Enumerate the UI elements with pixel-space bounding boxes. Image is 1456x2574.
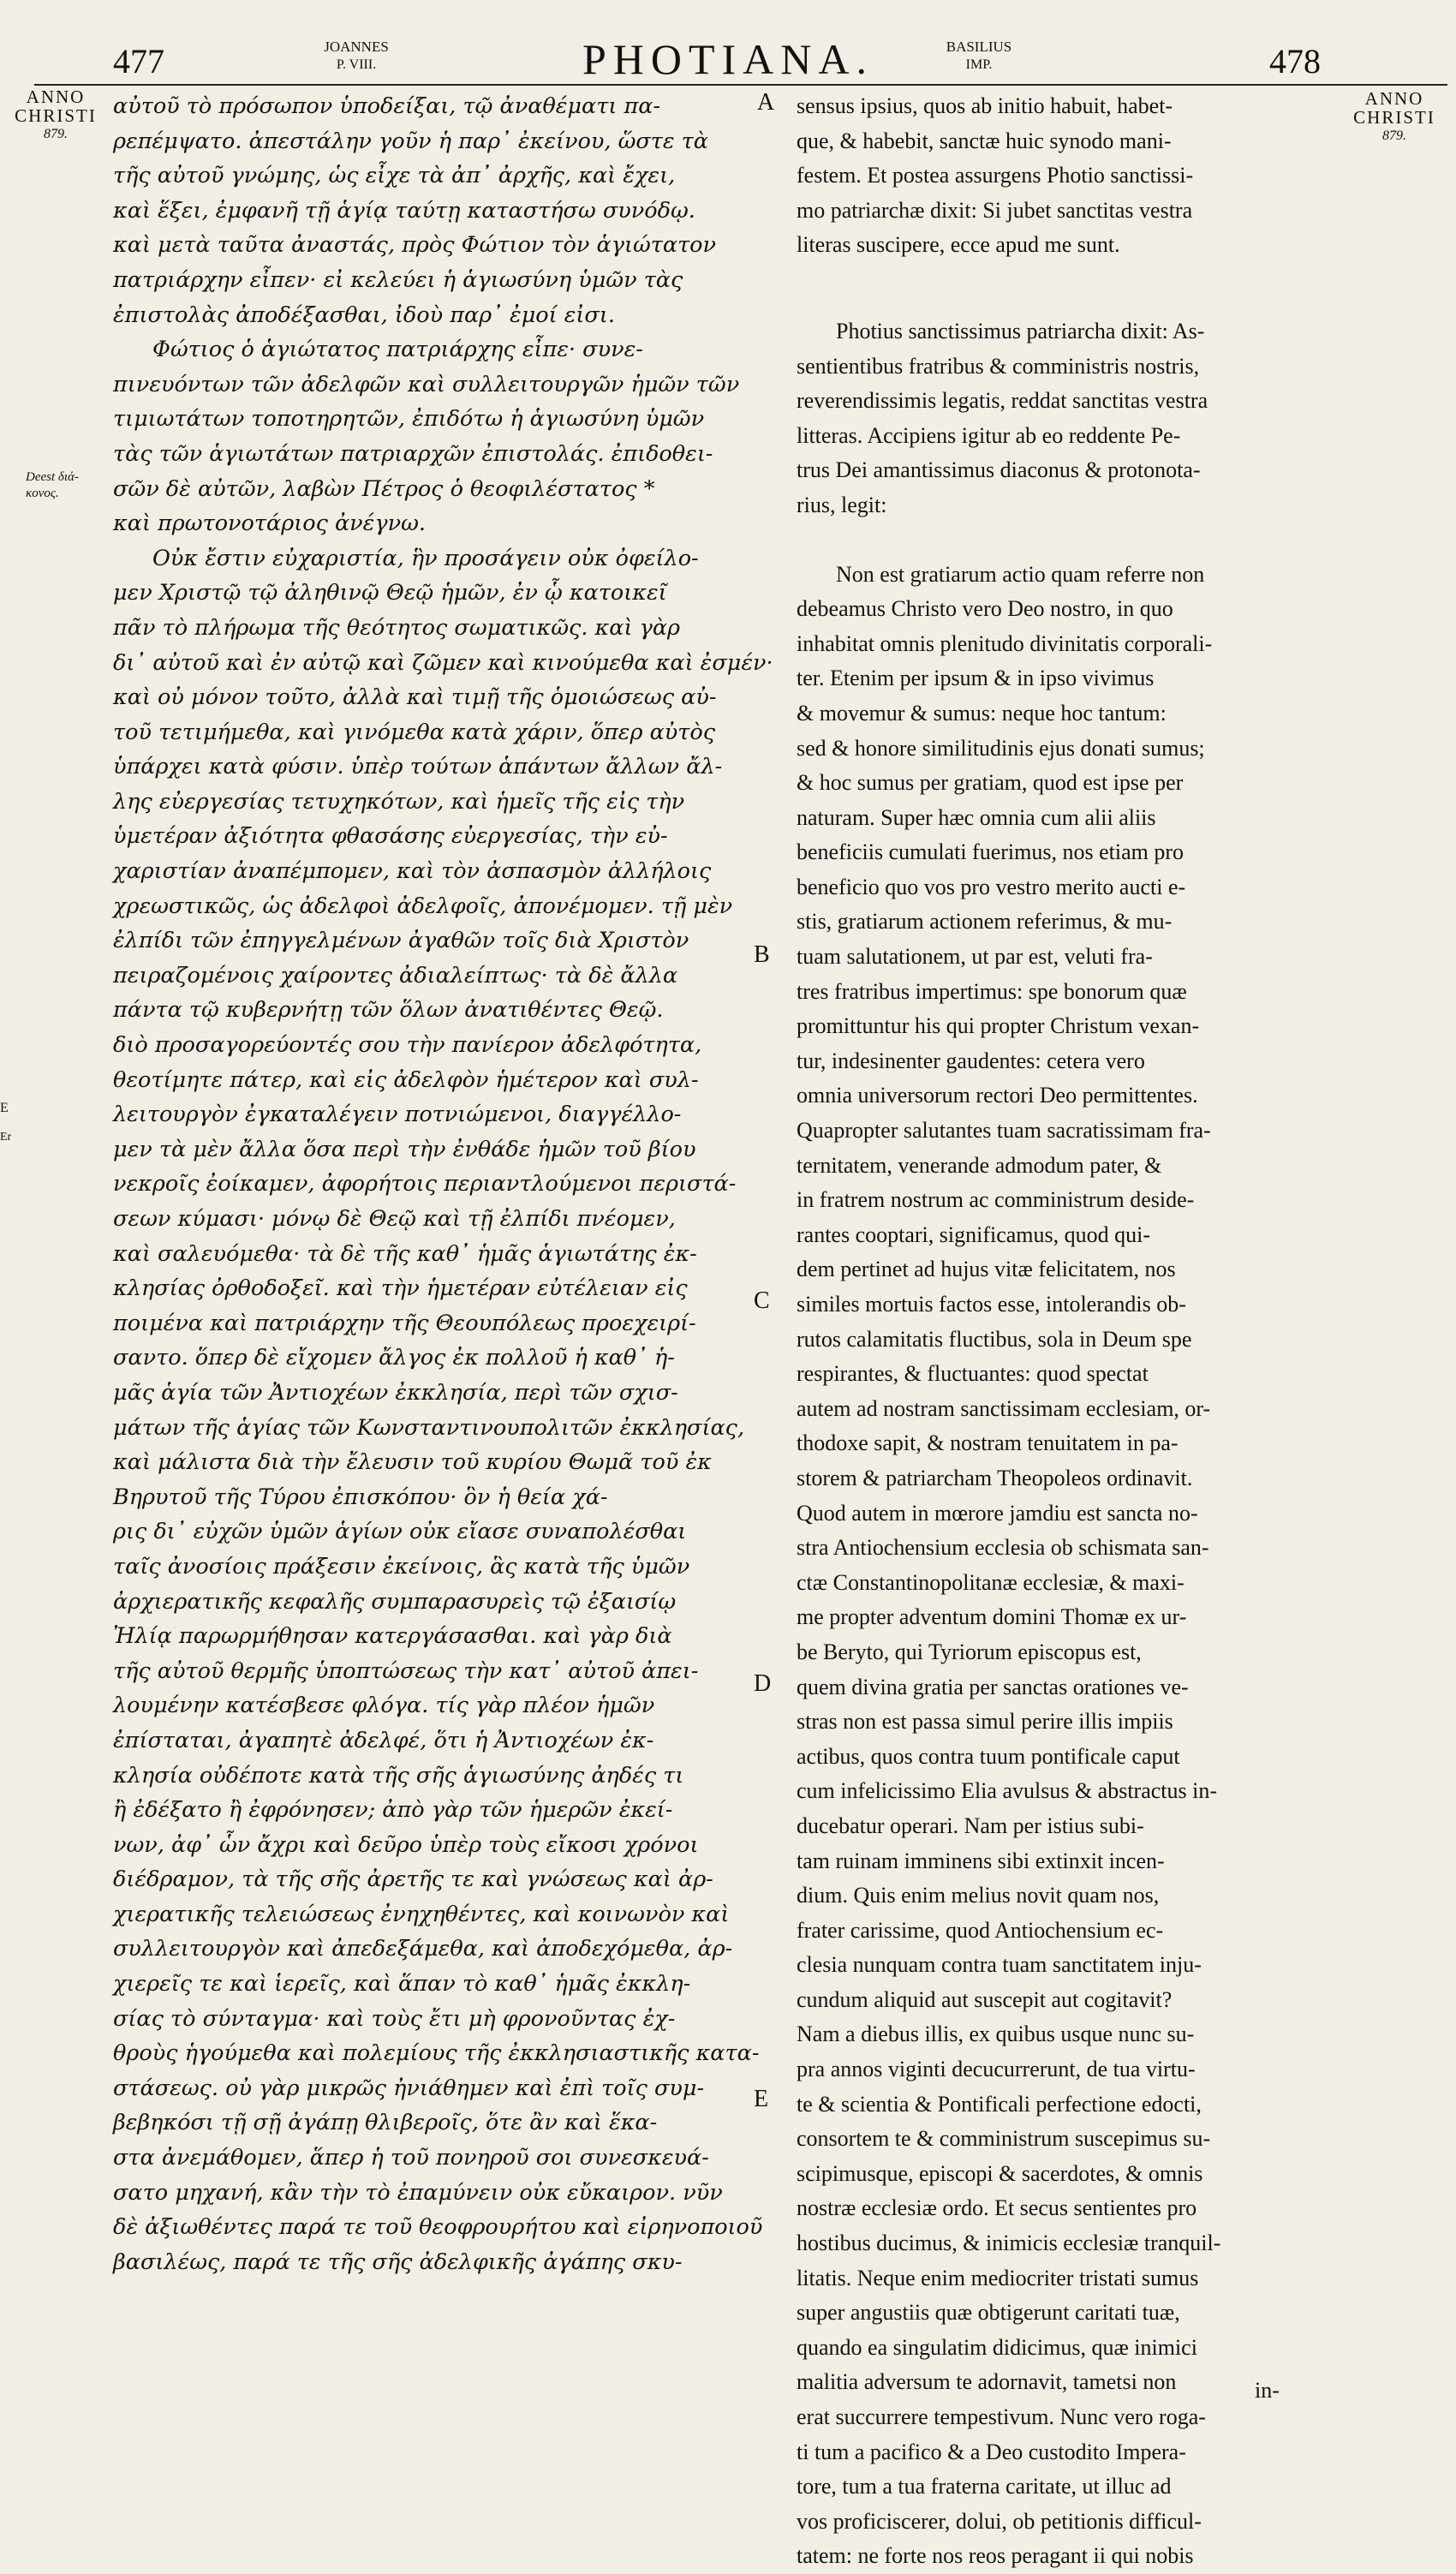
text-line: σῶν δὲ αὐτῶν, λαβὼν Πέτρος ὁ θεοφιλέστατος * [113,475,655,502]
text-line: χιερατικῆς τελειώσεως ἐνηχηθέντες, καὶ κοινωνὸν καὶ [113,1901,730,1927]
section-marker-b: B [754,941,770,968]
text-line: χαριστίαν ἀναπέμπομεν, καὶ τὸν ἀσπασμὸν ἀλλήλοις [113,858,712,885]
text-line: χιερεῖς τε καὶ ἱερεῖς, καὶ ἅπαν τὸ καθ᾽ ἡμᾶς ἐκκλη- [113,1971,691,1998]
text-line: κλησίας ὀρθοδοξεῖ. καὶ τὴν ἡμετέραν εὐτέλειαν εἰς [113,1275,688,1302]
text-line: καὶ ἕξει, ἐμφανῆ τῇ ἁγίᾳ ταύτῃ καταστήσω συνόδῳ. [113,197,695,224]
text-line: sensus ipsius, quos ab initio habuit, habet- [797,93,1173,118]
text-line: litatis. Neque enim mediocriter tristati sumus [797,2265,1199,2290]
text-line: thodoxe sapit, & nostram tenuitatem in pa- [797,1430,1179,1456]
text-line: & hoc sumus per gratiam, quod est ipse per [797,770,1184,796]
text-line: nostræ ecclesiæ ordo. Et secus sentientes pro [797,2195,1197,2221]
text-line: μᾶς ἁγία τῶν Ἀντιοχέων ἐκκλησία, περὶ τῶν σχισ- [113,1379,678,1406]
text-line: Nam a diebus illis, ex quibus usque nunc su- [797,2022,1195,2047]
text-line: λειτουργὸν ἐγκαταλέγειν ποτνιώμενοι, διαγγέλλο- [113,1102,682,1128]
running-head-left-line: JOANNES [324,39,389,55]
text-line: omnia universorum rectori Deo permittentes. [797,1083,1198,1108]
page-header [0,26,1456,86]
text-line: διὸ προσαγορεύοντές σου τὴν πανίερον ἀδελφότητα, [113,1032,702,1059]
text-line: & movemur & sumus: neque hoc tantum: [797,700,1167,726]
text-line: inhabitat omnis plenitudo divinitatis corporali- [797,630,1213,656]
paragraph-gap [797,523,1345,558]
margin-anno-right [1334,89,1454,146]
text-line: μεν Χριστῷ τῷ ἀληθινῷ Θεῷ ἡμῶν, ἐν ᾧ κατοικεῖ [113,580,667,606]
text-line: πάντα τῷ κυβερνήτῃ τῶν ὅλων ἀνατιθέντες Θεῷ. [113,997,664,1024]
text-line: ποιμένα καὶ πατριάρχην τῆς Θεουπόλεως προεχειρί- [113,1310,696,1336]
text-line: στάσεως. οὐ γὰρ μικρῶς ἠνιάθημεν καὶ ἐπὶ τοῖς συμ- [113,2075,705,2101]
text-line: me propter adventum domini Thomæ ex ur- [797,1604,1187,1630]
greek-paragraph-3 [113,541,773,2280]
page-number-right: 478 [1269,42,1321,81]
latin-paragraph-1 [797,89,1345,263]
header-rule [34,84,1447,86]
text-line: vos proficiscerer, dolui, ob petitionis difficul- [797,2508,1202,2534]
text-line: stras non est passa simul perire illis impiis [797,1709,1173,1735]
text-line: super angustiis quæ obtigerunt caritati tuæ, [797,2300,1180,2326]
latin-paragraph-3 [797,558,1345,2574]
text-line: cum infelicissimo Elia avulsus & abstractus in- [797,1778,1218,1804]
text-line: que, & habebit, sanctæ huic synodo mani- [797,128,1172,153]
margin-anno-left [0,87,111,144]
text-line: autem ad nostram sanctissimam ecclesiam, or- [797,1395,1211,1421]
text-line: rutos calamitatis fluctibus, sola in Deum spe [797,1326,1192,1352]
text-line: σατο μηχανή, κἂν τὴν τὸ ἐπαμύνειν οὐκ εὔκαιρον. νῦν [113,2179,723,2206]
text-line: reverendissimis legatis, reddat sanctitas vestra [797,388,1208,414]
greek-column [113,89,773,2279]
text-line: dium. Quis enim melius novit quam nos, [797,1883,1160,1908]
text-line: cundum aliquid aut suscepit aut cogitavit? [797,1986,1173,2012]
text-line: βεβηκόσι τῇ σῇ ἀγάπῃ θλιβεροῖς, ὅτε ἂν καὶ ἕκα- [113,2110,658,2136]
text-line: scipimusque, episcopi & sacerdotes, & omnis [797,2160,1203,2186]
text-line: tatem: ne forte nos reos peragant ii qui nobis [797,2543,1194,2569]
text-line: ter. Etenim per ipsum & in ipso vivimus [797,666,1155,691]
text-line: rius, legit: [797,492,887,517]
section-marker-a: A [757,89,775,116]
text-line: beneficio quo vos pro vestro merito aucti e- [797,874,1186,899]
section-marker-c: C [754,1287,770,1314]
text-line: sed & honore similitudinis ejus donati sumus; [797,735,1205,761]
text-line: clesia nunquam contra tuam sanctitatem inju- [797,1952,1202,1978]
greek-paragraph-1 [113,89,762,332]
text-line: malitia adversum te adornavit, tametsi non [797,2369,1177,2395]
text-line: mo patriarchæ dixit: Si jubet sanctitas vestra [797,197,1193,223]
text-line: trus Dei amantissimus diaconus & protonota- [797,457,1201,483]
text-line: rantes cooptari, significamus, quod qui- [797,1221,1151,1247]
text-line: ἢ ἐδέξατο ἢ ἐφρόνησεν; ἀπὸ γὰρ τῶν ἡμερῶν ἐκεί- [113,1797,673,1824]
text-line: σίας τὸ σύνταγμα· καὶ τοὺς ἔτι μὴ φρονοῦντας ἐχ- [113,2005,676,2032]
text-line: ducebatur operari. Nam per istius subi- [797,1813,1144,1838]
running-head-right-line: BASILIUS [946,39,1012,55]
catchword: in- [1255,2378,1280,2403]
text-line: ἐλπίδι τῶν ἐπηγγελμένων ἀγαθῶν τοῖς διὰ Χριστὸν [113,928,689,954]
latin-paragraph-2 [797,314,1345,523]
text-line: Φώτιος ὁ ἁγιώτατος πατριάρχης εἶπε· συνε- [152,337,643,363]
anno-line: CHRISTI [1353,107,1435,128]
text-line: similes mortuis factos esse, intolerandis ob- [797,1292,1186,1317]
running-head-left-line: P. VIII. [336,57,377,72]
text-line: respirantes, & fluctuantes: quod spectat [797,1361,1149,1387]
text-line: νων, ἀφ᾽ ὧν ἄχρι καὶ δεῦρο ὑπὲρ τοὺς εἴκοσι χρόνοι [113,1831,699,1858]
text-line: θροὺς ἡγούμεθα καὶ πολεμίους τῆς ἐκκλησιαστικῆς κατα- [113,2040,760,2067]
text-line: tam ruinam imminens sibi extinxit incen- [797,1848,1165,1873]
text-line: tore, tum a tua fraterna caritate, ut illuc ad [797,2474,1172,2499]
text-line: σεων κύμασι· μόνῳ δὲ Θεῷ καὶ τῇ ἐλπίδι πνέομεν, [113,1206,676,1232]
margin-gloss: Deest διά- κονος. [26,470,79,500]
text-line: consortem te & comministrum suscepimus su- [797,2126,1211,2152]
text-line: τιμιωτάτων τοποτηρητῶν, ἐπιδότω ἡ ἁγιωσύνη ὑμῶν [113,406,705,433]
text-line: καὶ πρωτονοτάριος ἀνέγνω. [113,511,427,537]
text-line: μεν τὰ μὲν ἄλλα ὅσα περὶ τὴν ἐνθάδε ἡμῶν τοῦ βίου [113,1136,696,1162]
text-line: βασιλέως, παρά τε τῆς σῆς ἀδελφικῆς ἀγάπης σκυ- [113,2249,683,2275]
text-line: tres fratribus impertimus: spe bonorum quæ [797,978,1187,1004]
text-line: χρεωστικῶς, ὡς ἀδελφοὶ ἀδελφοῖς, ἀπονέμομεν. τῇ μὲν [113,893,733,919]
text-line: ctæ Constantinopolitanæ ecclesiæ, & maxi- [797,1569,1184,1595]
text-line: pra annos viginti decucurrerunt, de tua virtu- [797,2057,1196,2082]
section-marker-e: E [754,2086,769,2112]
text-line: literas suscipere, ecce apud me sunt. [797,232,1120,258]
text-line: αὐτοῦ τὸ πρόσωπον ὑποδείξαι, τῷ ἀναθέματι πα- [113,93,661,119]
text-line: τοῦ τετιμήμεθα, καὶ γινόμεθα κατὰ χάριν, ὅπερ αὐτὸς [113,719,716,745]
text-line: λης εὐεργεσίας τετυχηκότων, καὶ ἡμεῖς τῆς εἰς τὴν [113,788,685,815]
text-line: erat succurrere tempestivum. Nunc vero roga- [797,2404,1206,2429]
text-line: μάτων τῆς ἁγίας τῶν Κωνσταντινουπολιτῶν ἐκκλησίας, [113,1414,745,1441]
text-line: Non est gratiarum actio quam referre non [836,561,1205,587]
margin-cropped-letter: Er [0,1131,12,1144]
text-line: ἀρχιερατικῆς κεφαλῆς συμπαρασυρεὶς τῷ ἐξαισίῳ [113,1588,677,1615]
text-line: Οὐκ ἔστιν εὐχαριστία, ἣν προσάγειν οὐκ ὀφείλο- [152,545,699,571]
anno-line: CHRISTI [15,105,97,126]
text-line: Photius sanctissimus patriarcha dixit: As- [836,318,1205,343]
text-line: ταῖς ἀνοσίοις πράξεσιν ἐκείνοις, ἃς κατὰ τῆς ὑμῶν [113,1553,690,1580]
text-line: πειραζομένοις χαίροντες ἀδιαλείπτως· τὰ δὲ ἄλλα [113,962,678,988]
running-head-right [915,38,1043,74]
text-line: στα ἀνεμάθομεν, ἅπερ ἡ τοῦ πονηροῦ σοι συνεσκευά- [113,2145,709,2171]
text-line: πατριάρχην εἶπεν· εἰ κελεύει ἡ ἁγιωσύνη ὑμῶν τὰς [113,266,683,293]
text-line: δι᾽ αὐτοῦ καὶ ἐν αὐτῷ καὶ ζῶμεν καὶ κινούμεθα καὶ ἐσμέν· [113,649,773,676]
text-line: quando ea singulatim didicimus, quæ inimici [797,2334,1197,2360]
paragraph-gap [797,263,1345,314]
anno-line: ANNO [1364,88,1424,109]
latin-column [797,89,1345,2574]
text-line: Ἠλίᾳ παρωρμήθησαν κατεργάσασθαι. καὶ γὰρ διὰ [113,1623,672,1650]
text-line: ὑπάρχει κατὰ φύσιν. ὑπὲρ τούτων ἁπάντων ἄλλων ἄλ- [113,754,723,780]
text-line: promittuntur his qui propter Christum vexan- [797,1013,1200,1039]
text-line: καὶ οὐ μόνον τοῦτο, ἀλλὰ καὶ τιμῇ τῆς ὁμοιώσεως αὐ- [113,684,717,711]
text-line: τὰς τῶν ἁγιωτάτων πατριαρχῶν ἐπιστολάς. ἐπιδοθει- [113,440,713,467]
text-line: ἐπιστολὰς ἀποδέξασθαι, ἰδοὺ παρ᾽ ἐμοί εἰσι. [113,302,615,328]
page-title: PHOTIANA. [582,35,874,83]
page-number-left: 477 [113,42,164,81]
text-line: συλλειτουργὸν καὶ ἀπεδεξάμεθα, καὶ ἀποδεχόμεθα, ἀρ- [113,1936,733,1962]
section-marker-d: D [754,1670,772,1697]
text-line: hostibus ducimus, & inimicis ecclesiæ tranquil- [797,2231,1221,2256]
text-line: ὑμετέραν ἀξιότητα φθασάσης εὐεργεσίας, τὴν εὐ- [113,823,668,850]
text-line: beneficiis cumulati fuerimus, nos etiam pro [797,839,1184,865]
text-line: naturam. Super hæc omnia cum alii aliis [797,804,1156,830]
text-line: sentientibus fratribus & comministris nostris, [797,353,1200,379]
text-line: καὶ μάλιστα διὰ τὴν ἔλευσιν τοῦ κυρίου Θωμᾶ τοῦ ἐκ [113,1449,712,1476]
running-head-right-line: IMP. [965,57,993,72]
text-line: ternitatem, venerande admodum pater, & [797,1152,1162,1178]
text-line: in fratrem nostrum ac comministrum deside- [797,1187,1195,1213]
text-line: σαντο. ὅπερ δὲ εἴχομεν ἄλγος ἐκ πολλοῦ ἡ καθ᾽ ἡ- [113,1345,675,1371]
text-line: Quapropter salutantes tuam sacratissimam fra- [797,1118,1211,1144]
text-line: festem. Et postea assurgens Photio sanctissi- [797,163,1194,188]
text-line: stis, gratiarum actionem referimus, & mu- [797,909,1173,935]
text-line: stra Antiochensium ecclesia ob schismata san- [797,1535,1209,1561]
text-line: dem pertinet ad hujus vitæ felicitatem, nos [797,1257,1176,1282]
text-line: δὲ ἀξιωθέντες παρά τε τοῦ θεοφρουρήτου καὶ εἰρηνοποιοῦ [113,2214,763,2241]
text-line: ἐπίσταται, ἀγαπητὲ ἀδελφέ, ὅτι ἡ Ἀντιοχέων ἐκ- [113,1727,654,1753]
margin-cropped-letter: E [0,1101,9,1115]
text-line: πινευόντων τῶν ἀδελφῶν καὶ συλλειτουργῶν ἡμῶν τῶν [113,371,740,397]
anno-year: 879. [1382,128,1406,143]
text-line: διέδραμον, τὰ τῆς σῆς ἀρετῆς τε καὶ γνώσεως καὶ ἀρ- [113,1866,713,1893]
anno-line: ANNO [26,87,86,107]
anno-year: 879. [44,127,68,141]
text-line: ρεπέμψατο. ἀπεστάλην γοῦν ἡ παρ᾽ ἐκείνου, ὥστε τὰ [113,128,709,154]
text-line: καὶ σαλευόμεθα· τὰ δὲ τῆς καθ᾽ ἡμᾶς ἁγιωτάτης ἐκ- [113,1240,697,1267]
text-line: storem & patriarcham Theopoleos ordinavit. [797,1465,1193,1490]
text-line: actibus, quos contra tuum pontificale caput [797,1743,1180,1769]
text-line: Βηρυτοῦ τῆς Τύρου ἐπισκόπου· ὃν ἡ θεία χά- [113,1484,608,1510]
text-line: tuam salutationem, ut par est, veluti fra- [797,944,1153,970]
text-line: be Beryto, qui Tyriorum episcopus est, [797,1639,1142,1664]
text-line: τῆς αὐτοῦ γνώμης, ὡς εἶχε τὰ ἀπ᾽ ἀρχῆς, καὶ ἔχει, [113,163,676,189]
text-line: Quod autem in mœrore jamdiu est sancta no- [797,1500,1198,1526]
text-line: θεοτίμητε πάτερ, καὶ εἰς ἀδελφὸν ἡμέτερον καὶ συλ- [113,1066,699,1093]
text-line: τῆς αὐτοῦ θερμῆς ὑποπτώσεως τὴν κατ᾽ αὐτοῦ ἀπει- [113,1657,699,1684]
text-line: litteras. Accipiens igitur ab eo reddente Pe- [797,422,1181,448]
text-line: ti tum a pacifico & a Deo custodito Impera- [797,2439,1186,2464]
text-line: ρις δι᾽ εὐχῶν ὑμῶν ἁγίων οὐκ εἴασε συναπολέσθαι [113,1519,687,1545]
text-line: νεκροῖς ἐοίκαμεν, ἀφορήτοις περιαντλούμενοι περιστά- [113,1171,737,1197]
text-line: λουμένην κατέσβεσε φλόγα. τίς γὰρ πλέον ἡμῶν [113,1693,655,1719]
text-line: frater carissime, quod Antiochensium ec- [797,1917,1164,1943]
text-line: debeamus Christo vero Deo nostro, in quo [797,596,1173,622]
text-line: te & scientia & Pontificali perfectione edocti, [797,2091,1202,2117]
text-line: tur, indesinenter gaudentes: cetera vero [797,1048,1145,1073]
text-line: κλησία οὐδέποτε κατὰ τῆς σῆς ἁγιωσύνης ἀηδές τι [113,1762,684,1789]
text-line: καὶ μετὰ ταῦτα ἀναστάς, πρὸς Φώτιον τὸν ἁγιώτατον [113,232,717,259]
text-line: πᾶν τὸ πλήρωμα τῆς θεότητος σωματικῶς. καὶ γὰρ [113,614,681,641]
text-line: quem divina gratia per sanctas orationes ve- [797,1674,1189,1699]
greek-paragraph-2 [113,332,762,541]
